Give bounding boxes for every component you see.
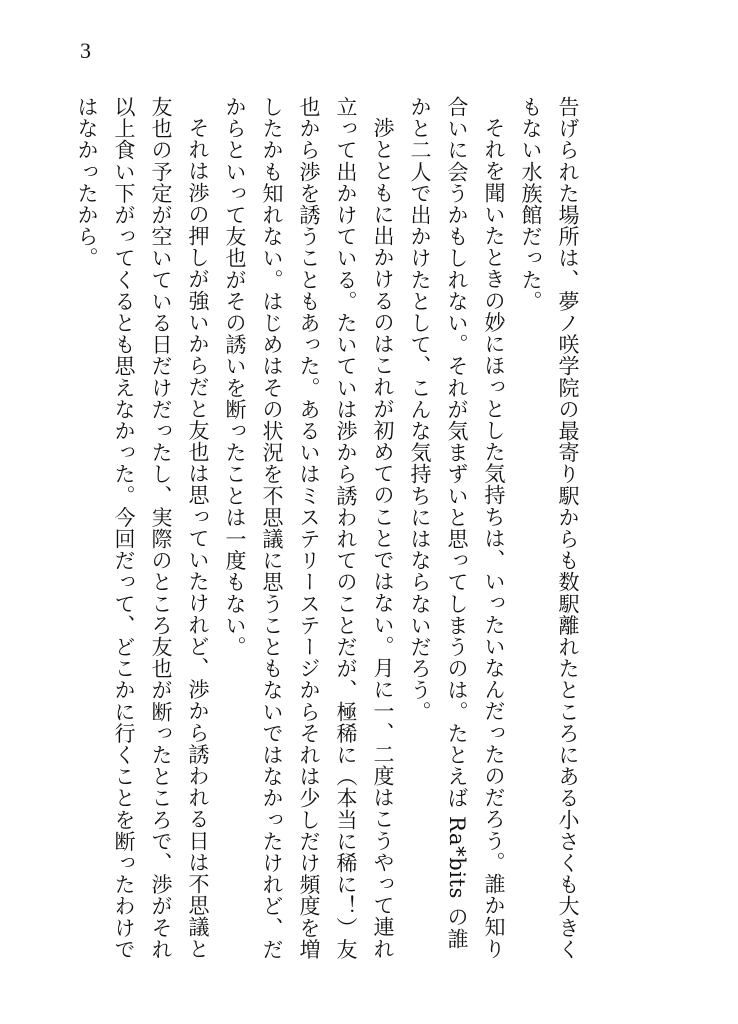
page-number: 3 [80,38,91,63]
paragraph-4: それは渉の押しが強いからだと友也は思っていたけれど、渉から誘われる日は不思議と友也の予定が空いている日だけだったし、実際のところ友也が断ったところで、渉がそれ以上食い下がってくるとも思えなかった。今回だって、どこかに行くことを断ったわけではなかったから。 [75,96,210,960]
paragraph-1: 告げられた場所は、夢ノ咲学院の最寄り駅からも数駅離れたところにある小さくも大きくもない水族館だった。 [519,96,580,960]
paragraph-2: それを聞いたときの妙にほっとした気持ちは、いったいなんだったのだろう。誰か知り合いに会うかもしれない。それが気まずいと思ってしまうのは。たとえば Ra*bits の誰かと二人で出かけたとして、こんな気持ちにはならないだろう。 [408,96,506,960]
paragraph-3: 渉とともに出かけるのはこれが初めてのことではない。月に一、二度はこうやって連れ立って出かけている。たいていは渉から誘われてのことだが、極稀に（本当に稀に！）友也から渉を誘うこともあった。あるいはミステリーステージからそれは少しだけ頻度を増したかも知れない。はじめはその状況を不思議に思うこともないではなかったけれど、だからといって友也がその誘いを断ったことは一度もない。 [223,96,395,960]
body-text [68,96,586,966]
